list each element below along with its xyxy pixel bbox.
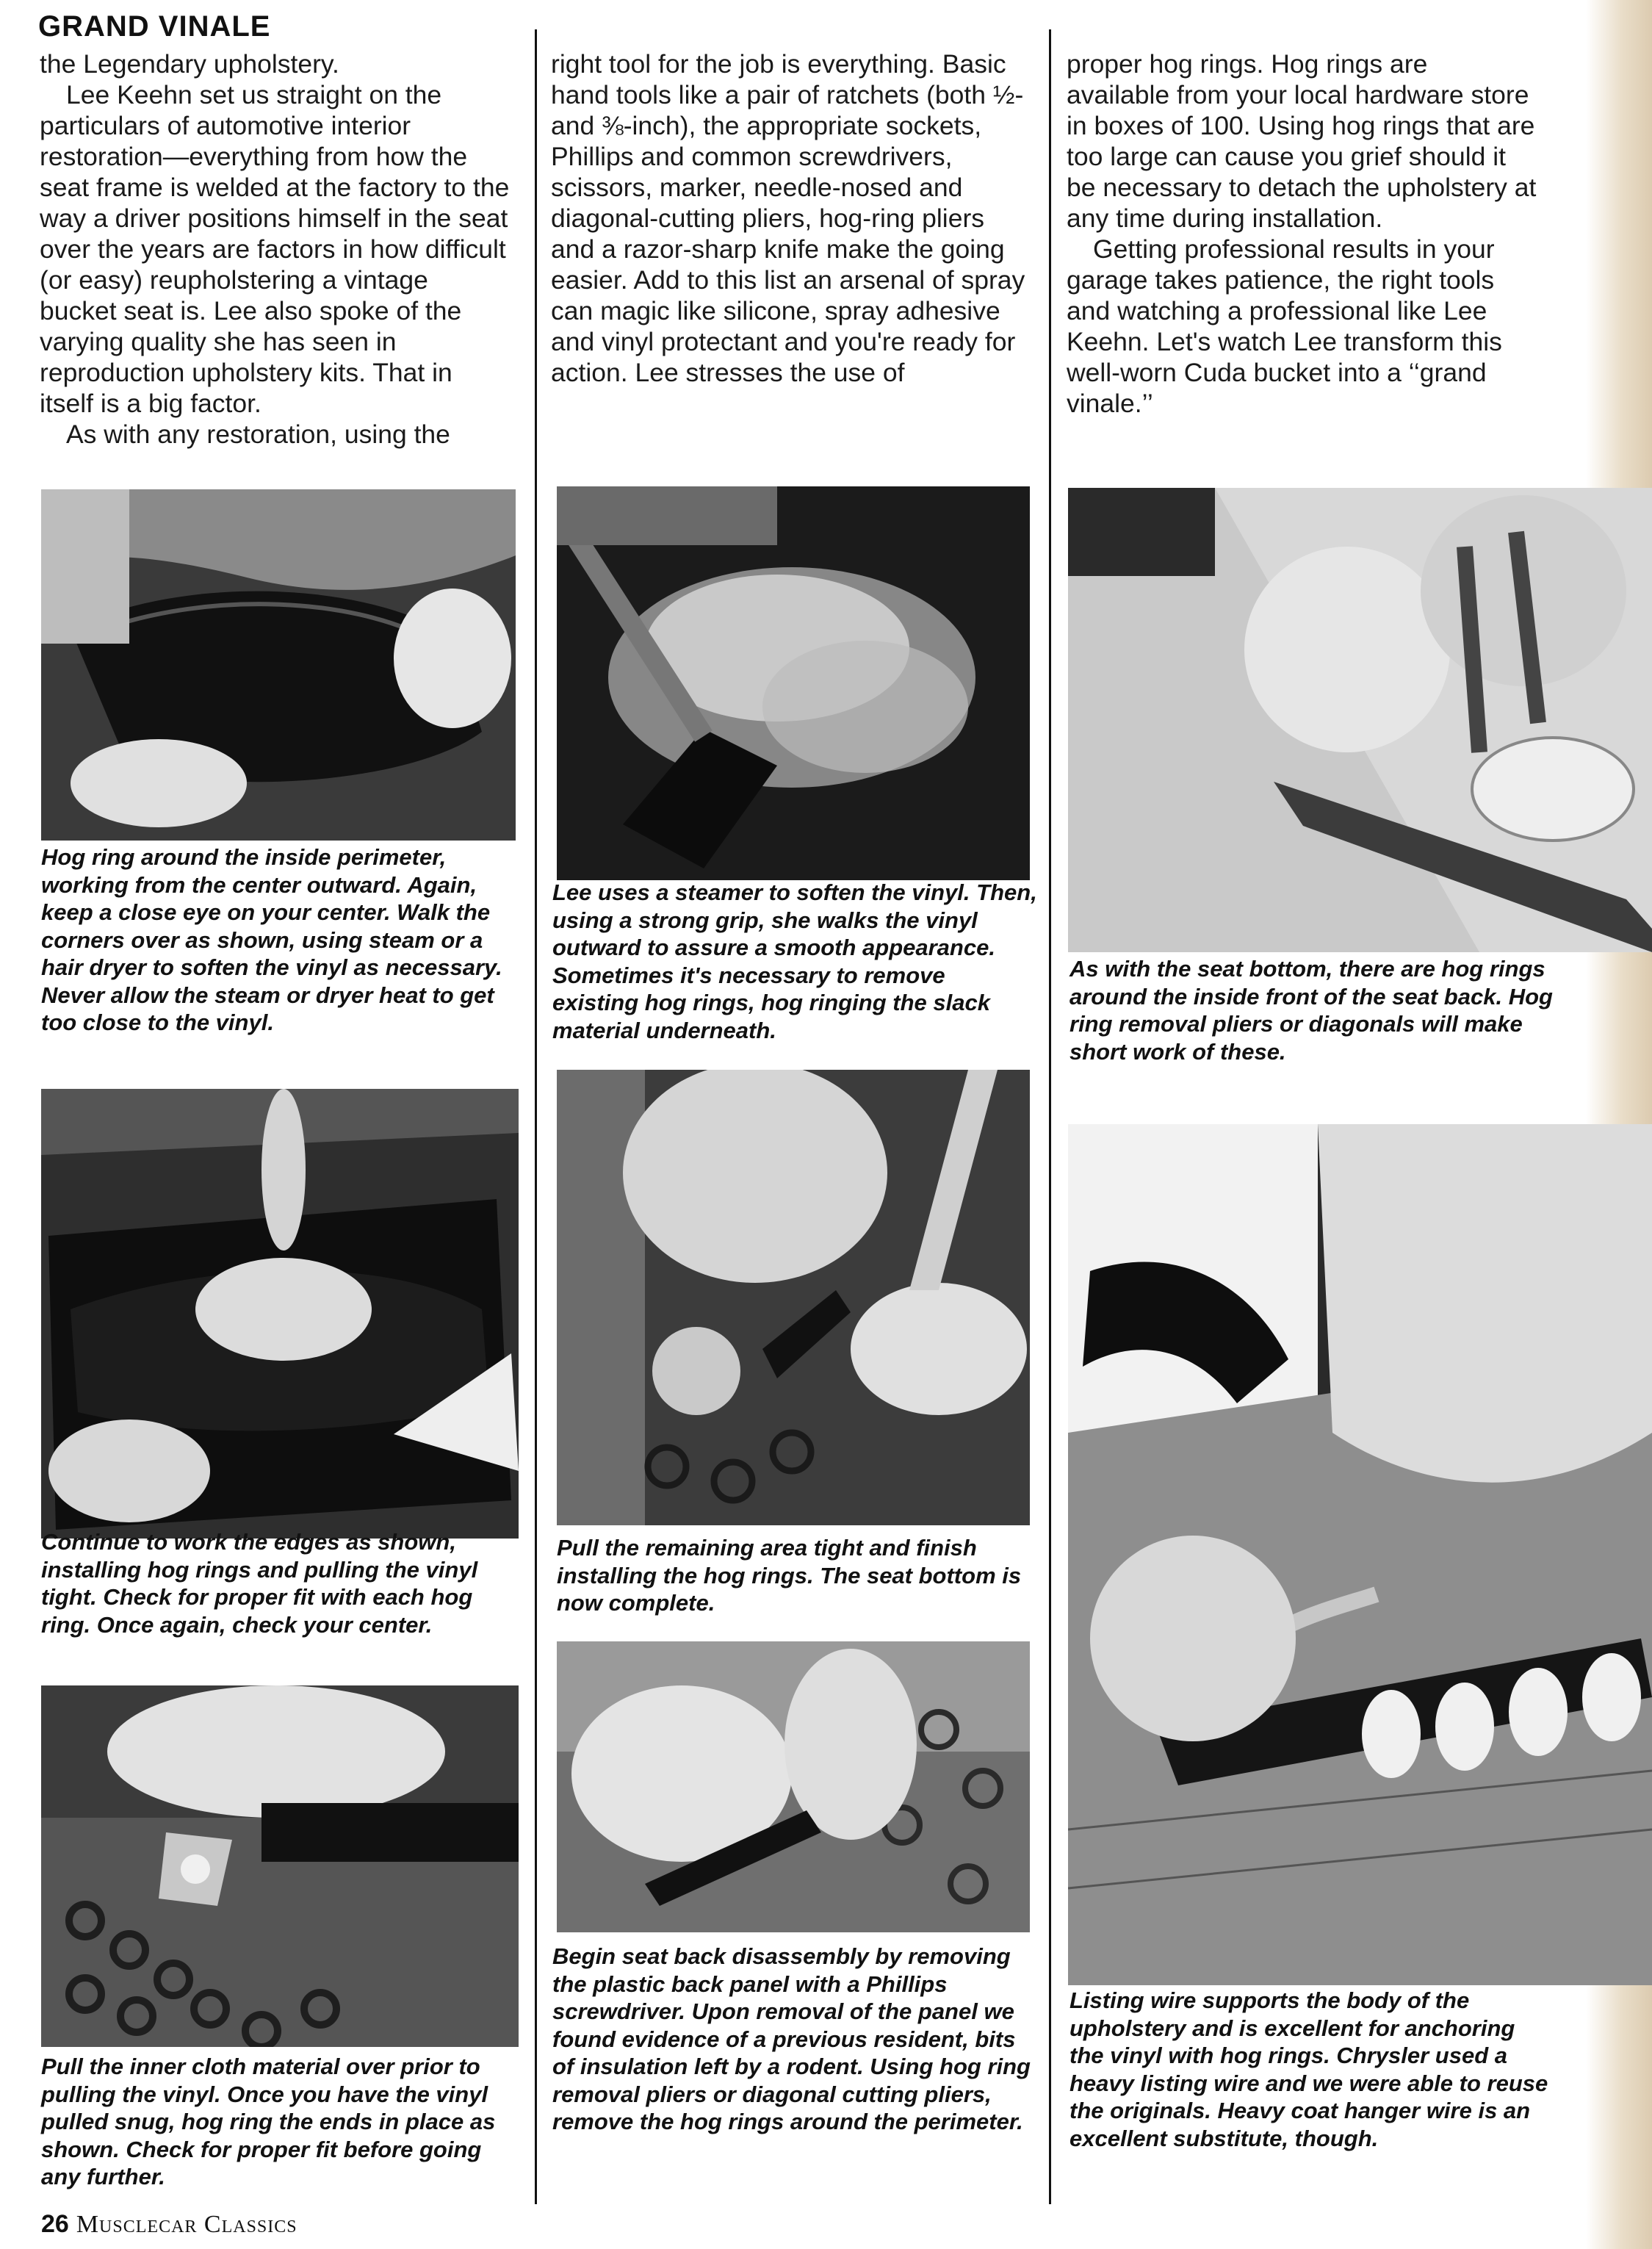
page-number: 26 [41,2210,69,2238]
photo-steamer [557,486,1030,880]
photo-caption: Continue to work the edges as shown, installing hog rings and pulling the vinyl tight. Check for proper fit with each hog ring. Once again, check your center. [41,1529,478,1638]
photo-caption: Begin seat back disassembly by removing the plastic back panel with a Phillips screwdriver. Upon removal of the panel we found evidence of a previous resident, bits of insulation left by a rodent. Using hog ring removal pliers or diagonal cutting pliers, remove the hog rings around the perimeter. [552,1943,1031,2134]
photo-caption: Pull the inner cloth material over prior to pulling the vinyl. Once you have the vinyl pulled snug, hog ring the ends in place as shown. Check for proper fit before going any further. [41,2054,496,2189]
body-column-1 [40,48,510,450]
column-rule-right [1049,29,1051,2204]
paragraph: Lee Keehn set us straight on the particulars of automotive interior restoration—everything from how the seat frame is welded at the factory to the way a driver positions himself in the seat over the years are factors in how difficult (or easy) reupholstering a vintage bucket seat is. Lee also spoke of the varying quality she has seen in reproduction upholstery kits. That in itself is a big factor. [40,80,510,418]
section-heading: GRAND VINALE [38,10,271,43]
photo-seat-bottom-perimeter [41,489,516,841]
body-column-2 [551,48,1028,388]
photo-caption: Hog ring around the inside perimeter, working from the center outward. Again, keep a close eye on your center. Walk the corners over as shown, using steam or a hair dryer to soften the vinyl as necessary. Never allow the steam or dryer heat to get too close to the vinyl. [41,844,502,1035]
paragraph: right tool for the job is everything. Basic hand tools like a pair of ratchets (both ½- and ⅜-inch), the appropriate sockets, Phillips and common screwdrivers, scissors, marker, needle-nosed and diagonal-cutting pliers, hog-ring pliers and a razor-sharp knife make the going easier. Add to this list an arsenal of spray can magic like silicone, spray adhesive and vinyl protectant and you're ready for action. Lee stresses the use of [551,49,1025,387]
photo-caption: Pull the remaining area tight and finish installing the hog rings. The seat bottom is now complete. [557,1535,1022,1616]
photo-back-panel-removal [557,1641,1030,1932]
paragraph: the Legendary upholstery. [40,49,339,79]
paragraph: proper hog rings. Hog rings are available from your local hardware store in boxes of 100. Using hog rings that are too large can cause you grief should it be necessary to detach the upholstery at any time during installation. [1067,49,1537,233]
photo-pliers-seat-bottom [557,1070,1030,1525]
photo-caption: Lee uses a steamer to soften the vinyl. Then, using a strong grip, she walks the vinyl outward to assure a smooth appearance. Sometimes it's necessary to remove existing hog rings, hog ringing the slack material underneath. [552,879,1037,1043]
page-folio [41,2210,297,2239]
photo-caption: As with the seat bottom, there are hog rings around the inside front of the seat back. Hog ring removal pliers or diagonals will make short work of these. [1070,956,1553,1065]
magazine-name: Musclecar Classics [76,2211,297,2238]
body-column-3 [1067,48,1537,419]
paragraph: As with any restoration, using the [66,420,450,449]
photo-edges-hog-rings [41,1089,519,1539]
photo-inner-cloth [41,1685,519,2047]
photo-caption: Listing wire supports the body of the upholstery and is excellent for anchoring the vinyl with hog rings. Chrysler used a heavy listing wire and we were able to reuse the originals. Heavy coat hanger wire is an excellent substitute, though. [1070,1987,1548,2151]
paragraph: Getting professional results in your garage takes patience, the right tools and watching a professional like Lee Keehn. Let's watch Lee transform this well-worn Cuda bucket into a ‘‘grand vinale.’’ [1067,234,1502,418]
column-rule-left [535,29,537,2204]
photo-seat-back-hog-rings [1068,488,1652,952]
photo-listing-wire [1068,1124,1652,1985]
